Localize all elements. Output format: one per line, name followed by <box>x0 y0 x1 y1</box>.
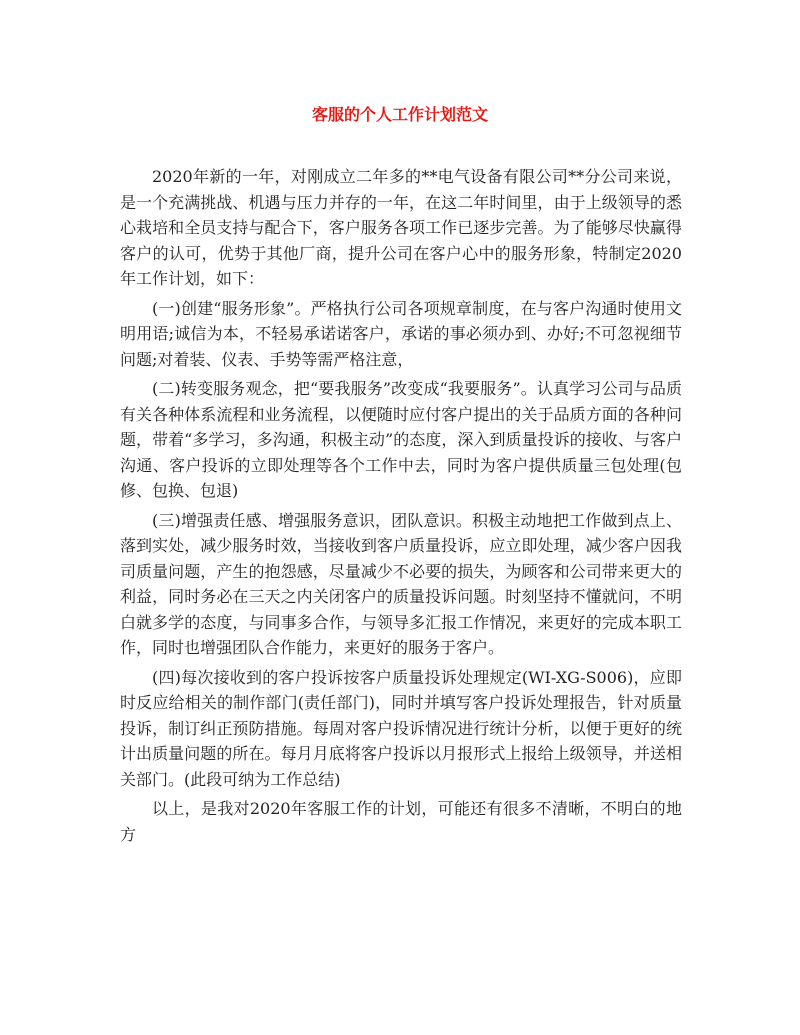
paragraph-item-1: (一)创建“服务形象”。严格执行公司各项规章制度，在与客户沟通时使用文明用语;诚信为本，不轻易承诺诺客户，承诺的事必须办到、办好;不可忽视细节问题;对着装、仪表、手势等需严格注意， <box>120 298 682 369</box>
paragraph-item-2: (二)转变服务观念，把“要我服务”改变成“我要服务”。认真学习公司与品质有关各种体系流程和业务流程，以便随时应付客户提出的关于品质方面的各种问题，带着“多学习，多沟通，积极主动”的态度，深入到质量投诉的接收、与客户沟通、客户投诉的立即处理等各个工作中去，同时为客户提供质量三包处理(包修、包换、包退) <box>120 379 682 500</box>
document-title: 客服的个人工作计划范文 <box>311 105 488 124</box>
paragraph-item-4: (四)每次接收到的客户投诉按客户质量投诉处理规定(WI-XG-S006)，应即时反应给相关的制作部门(责任部门)，同时并填写客户投诉处理报告，针对质量投诉，制订纠正预防措施。每周对客户投诉情况进行统计分析，以便于更好的统计出质量问题的所在。每月月底将客户投诉以月报形式上报给上级领导，并送相关部门。(此段可纳为工作总结) <box>120 667 682 789</box>
document-body <box>120 164 682 851</box>
paragraph-closing: 以上，是我对2020年客服工作的计划，可能还有很多不清晰，不明白的地方 <box>120 799 682 844</box>
paragraph-intro: 2020年新的一年，对刚成立二年多的**电气设备有限公司**分公司来说，是一个充满挑战、机遇与压力并存的一年，在这二年时间里，由于上级领导的悉心栽培和全员支持与配合下，客户服务各项工作已逐步完善。为了能够尽快赢得客户的认可，优势于其他厂商，提升公司在客户心中的服务形象，特制定2020年工作计划，如下： <box>120 167 682 288</box>
paragraph-item-3: (三)增强责任感、增强服务意识，团队意识。积极主动地把工作做到点上、落到实处，减少服务时效，当接收到客户质量投诉，应立即处理，减少客户因我司质量问题，产生的抱怨感，尽量减少不必要的损失，为顾客和公司带来更大的利益，同时务必在三天之内关闭客户的质量投诉问题。时刻坚持不懂就问，不明白就多学的态度，与同事多合作，与领导多汇报工作情况，来更好的完成本职工作，同时也增强团队合作能力，来更好的服务于客户。 <box>120 510 682 657</box>
